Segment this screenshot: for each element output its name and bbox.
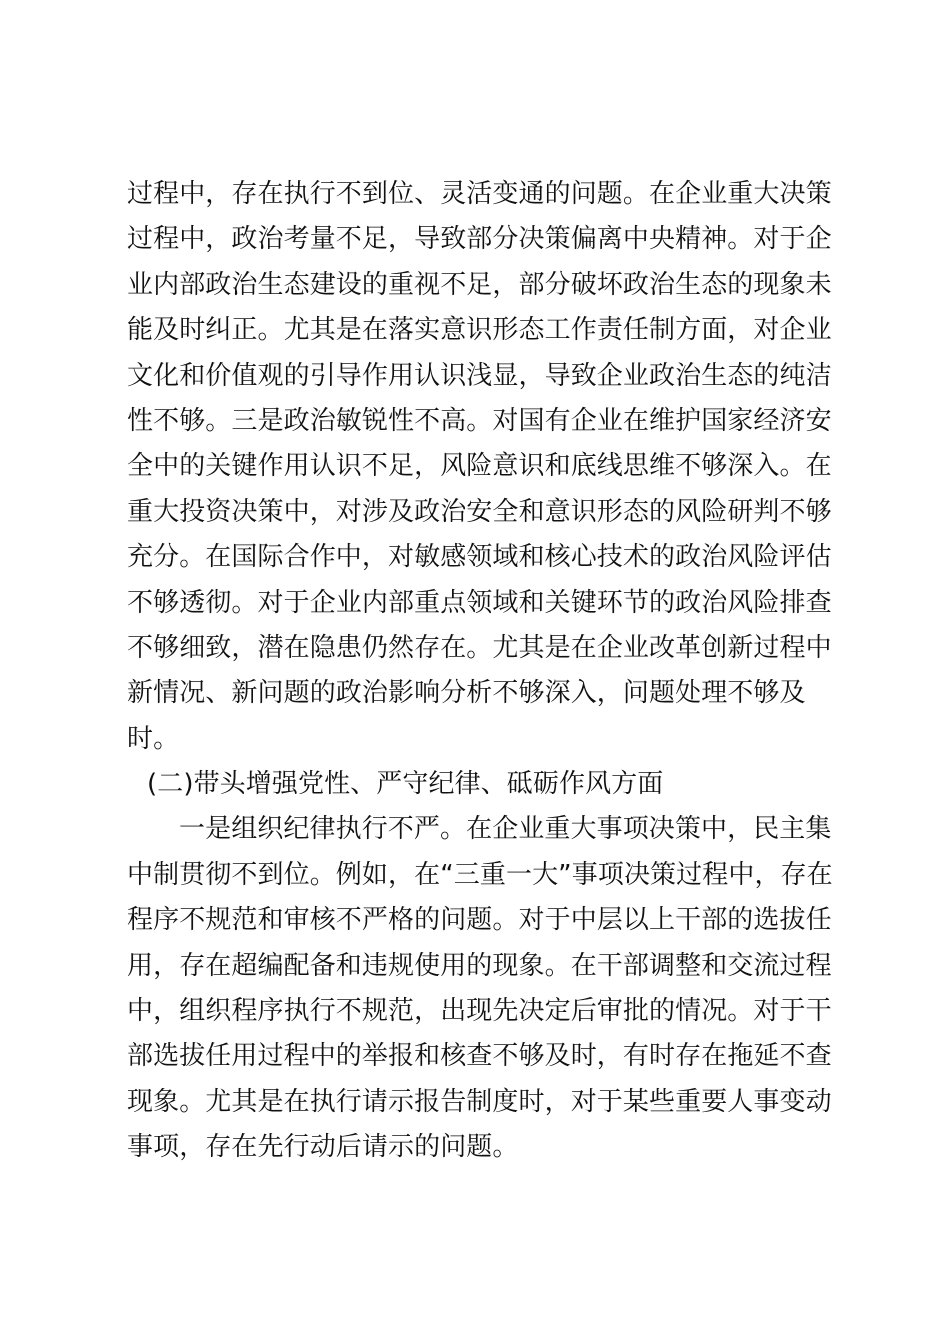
body-line: 过程中，存在执行不到位、灵活变通的问题。在企业重大决策	[127, 179, 832, 209]
body-line: 现象。尤其是在执行请示报告制度时，对于某些重要人事变动	[127, 1086, 832, 1117]
body-line: 事项，存在先行动后请示的问题。	[127, 1132, 519, 1163]
body-line: 充分。在国际合作中，对敏感领域和核心技术的政治风险评估	[127, 542, 832, 573]
body-line: 文化和价值观的引导作用认识浅显，导致企业政治生态的纯洁	[127, 360, 832, 391]
body-line: 能及时纠正。尤其是在落实意识形态工作责任制方面，对企业	[127, 315, 832, 346]
body-line: 性不够。三是政治敏锐性不高。对国有企业在维护国家经济安	[127, 405, 832, 436]
body-line: 中，组织程序执行不规范，出现先决定后审批的情况。对于干	[127, 996, 832, 1027]
body-line: 新情况、新问题的政治影响分析不够深入，问题处理不够及	[127, 678, 806, 709]
body-line: 全中的关键作用认识不足，风险意识和底线思维不够深入。在	[127, 451, 832, 482]
body-line: 程序不规范和审核不严格的问题。对于中层以上干部的选拔任	[127, 905, 832, 936]
body-line: 重大投资决策中，对涉及政治安全和意识形态的风险研判不够	[127, 496, 832, 527]
body-line: 用，存在超编配备和违规使用的现象。在干部调整和交流过程	[127, 950, 832, 981]
paragraph-first-line: 一是组织纪律执行不严。在企业重大事项决策中，民主集	[179, 814, 832, 845]
body-line: 中制贯彻不到位。例如，在“三重一大”事项决策过程中，存在	[127, 859, 833, 890]
document-body	[127, 172, 833, 1171]
body-line: 过程中，政治考量不足，导致部分决策偏离中央精神。对于企	[127, 224, 832, 255]
body-line: 时。	[127, 723, 180, 754]
body-line: 部选拔任用过程中的举报和核查不够及时，有时存在拖延不查	[127, 1041, 832, 1072]
section-heading: (二)带头增强党性、严守纪律、砥砺作风方面	[147, 769, 664, 800]
body-line: 业内部政治生态建设的重视不足，部分破坏政治生态的现象未	[127, 269, 832, 300]
body-line: 不够细致，潜在隐患仍然存在。尤其是在企业改革创新过程中	[127, 632, 832, 663]
body-line: 不够透彻。对于企业内部重点领域和关键环节的政治风险排查	[127, 587, 832, 618]
